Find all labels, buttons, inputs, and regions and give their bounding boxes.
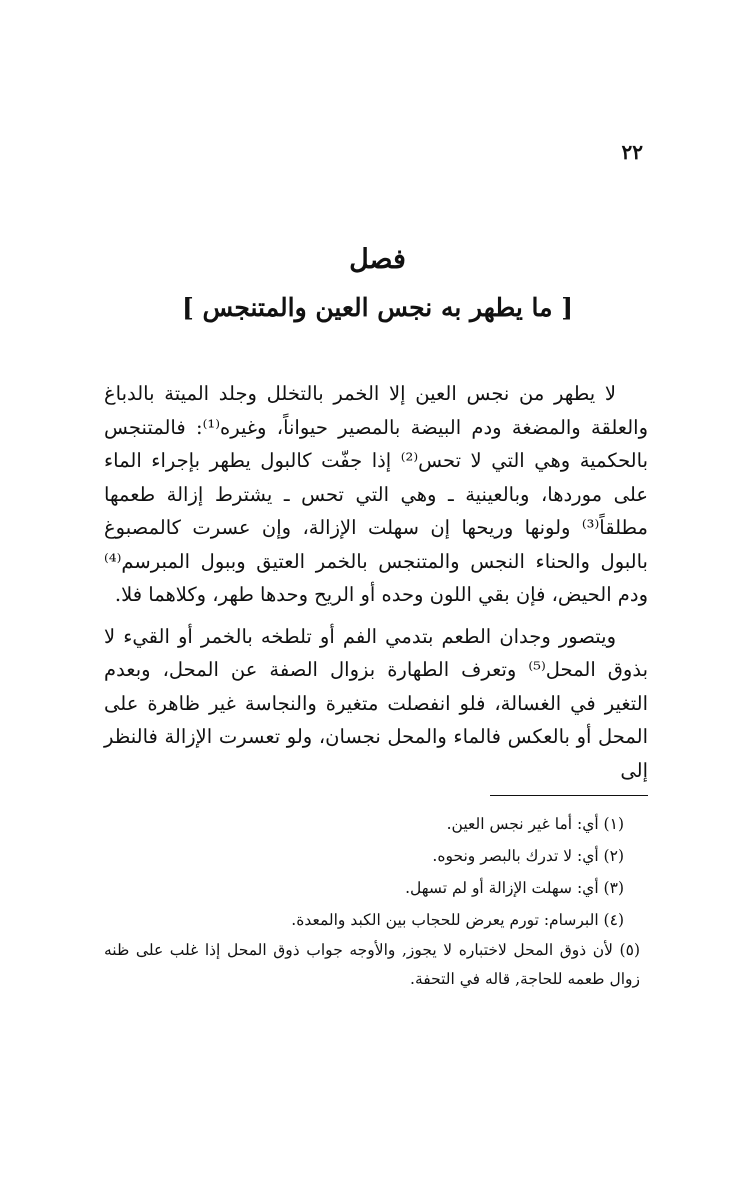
section-title: [ ما يطهر به نجس العين والمتنجس ] [181,293,574,322]
chapter-title: فصل [349,244,406,275]
footnote-item: (٤) البرسام: تورم يعرض للحجاب بين الكبد والمعدة. [291,911,624,929]
footnotes [104,808,648,994]
footnote-item: (٣) أي: سهلت الإزالة أو لم تسهل. [405,879,624,897]
paragraph: ويتصور وجدان الطعم بتدمي الفم أو تلطخه بالخمر أو القيء لا بذوق المحل⁽⁵⁾ وتعرف الطهارة بزوال الصفة عن المحل، وبعدم التغير في الغسالة، فلو انفصلت متغيرة والنجاسة غير ظاهرة على المحل أو بالعكس فالماء والمحل نجسان، ولو تعسرت الإزالة فالنظر إلى [104,624,649,782]
footnote-divider [490,795,648,796]
paragraph: لا يطهر من نجس العين إلا الخمر بالتخلل وجلد الميتة بالدباغ والعلقة والمضغة ودم البيضة بالمصير حيواناً، وغيره⁽¹⁾: فالمتنجس بالحكمية وهي التي لا تحس⁽²⁾ إذا جفّت كالبول يطهر بإجراء الماء على موردها، وبالعينية ـ وهي التي تحس ـ يشترط إزالة طعمها مطلقاً⁽³⁾ ولونها وريحها إن سهلت الإزالة، وإن عسرت كالمصبوغ بالبول والحناء النجس والمتنجس بالخمر العتيق وببول المبرسم⁽⁴⁾ ودم الحيض، فإن بقي اللون وحده أو الريح وحدها طهر، وكلاهما فلا. [104,382,648,606]
page-number: ٢٢ [621,140,643,164]
footnote-item: (١) أي: أما غير نجس العين. [446,815,624,833]
main-text [104,377,648,795]
footnote-item: (٥) لأن ذوق المحل لاختباره لا يجوز, والأوجه جواب ذوق المحل إذا غلب على ظنه زوال طعمه للحاجة, قاله في التحفة. [104,941,640,988]
footnote-item: (٢) أي: لا تدرك بالبصر ونحوه. [432,847,624,865]
